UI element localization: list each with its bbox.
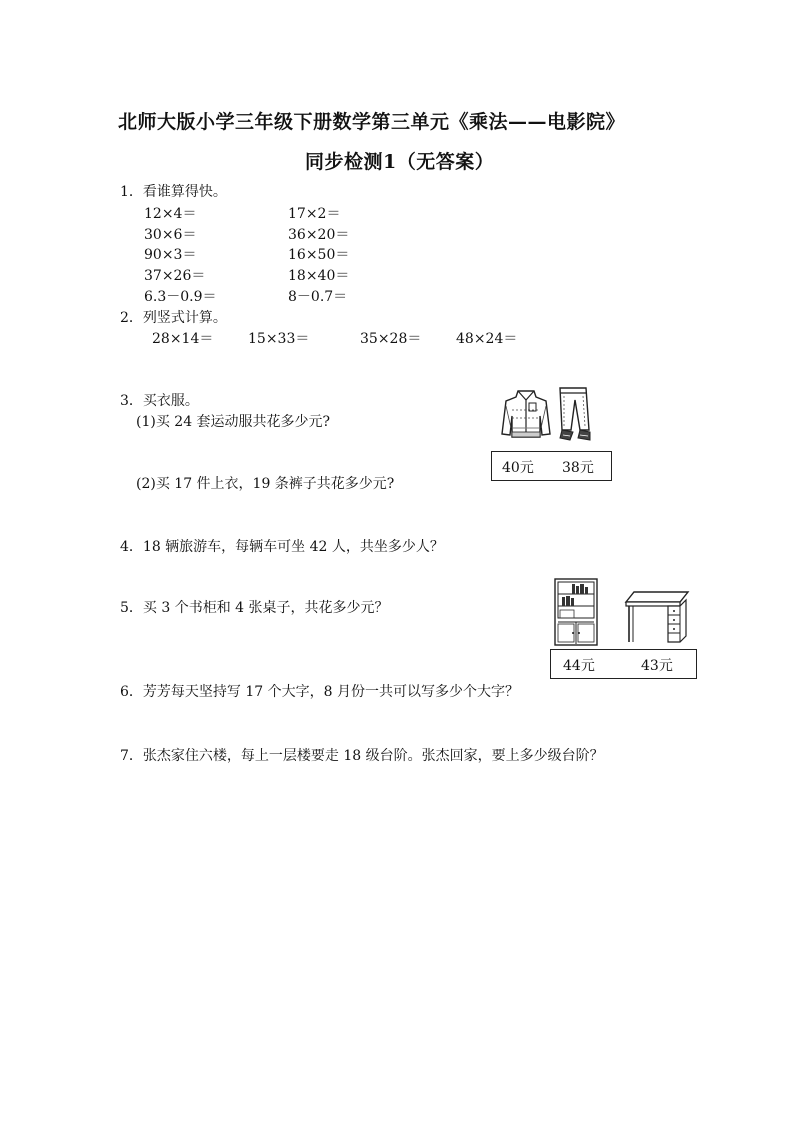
page-subtitle: 同步检测1（无答案） (305, 151, 495, 173)
calc-item: 12×4＝ (144, 206, 197, 222)
calc-item: 6.3－0.9＝ (144, 289, 217, 305)
calc-item: 30×6＝ (144, 227, 197, 243)
question-5-label: 5．买 3 个书柜和 4 张桌子，共花多少元？ (120, 600, 389, 616)
vertical-calc-item: 48×24＝ (456, 331, 518, 347)
calc-item: 36×20＝ (288, 227, 350, 243)
pants-icon (556, 386, 592, 442)
question-6-label: 6．芳芳每天坚持写 17 个大字，8 月份一共可以写多少个大字？ (120, 684, 519, 700)
price-desk: 43元 (641, 658, 673, 674)
calc-item: 90×3＝ (144, 247, 197, 263)
price-pants: 38元 (562, 460, 594, 476)
vertical-calc-item: 15×33＝ (248, 331, 310, 347)
question-3-sub-2: (2)买 17 件上衣，19 条裤子共花多少元? (136, 476, 395, 492)
price-bookcase: 44元 (563, 658, 595, 674)
calc-item: 8－0.7＝ (288, 289, 348, 305)
vertical-calc-item: 28×14＝ (152, 331, 214, 347)
question-3-sub-1: (1)买 24 套运动服共花多少元? (136, 414, 331, 430)
calc-item: 16×50＝ (288, 247, 350, 263)
price-box-clothes (491, 451, 612, 481)
question-7-label: 7．张杰家住六楼，每上一层楼要走 18 级台阶。张杰回家，要上多少级台阶？ (120, 748, 604, 764)
price-box-furniture (550, 649, 697, 679)
desk-icon (624, 590, 690, 644)
page-title: 北师大版小学三年级下册数学第三单元《乘法——电影院》 (118, 111, 626, 133)
question-4-label: 4．18 辆旅游车，每辆车可坐 42 人，共坐多少人？ (120, 539, 444, 555)
bookcase-icon (554, 578, 598, 646)
calc-item: 17×2＝ (288, 206, 341, 222)
price-jacket: 40元 (502, 460, 534, 476)
calc-item: 18×40＝ (288, 268, 350, 284)
calc-item: 37×26＝ (144, 268, 206, 284)
jacket-icon (500, 388, 552, 440)
question-1-label: 1．看谁算得快。 (120, 184, 227, 200)
vertical-calc-item: 35×28＝ (360, 331, 422, 347)
question-3-label: 3．买衣服。 (120, 393, 199, 409)
question-2-label: 2．列竖式计算。 (120, 310, 227, 326)
